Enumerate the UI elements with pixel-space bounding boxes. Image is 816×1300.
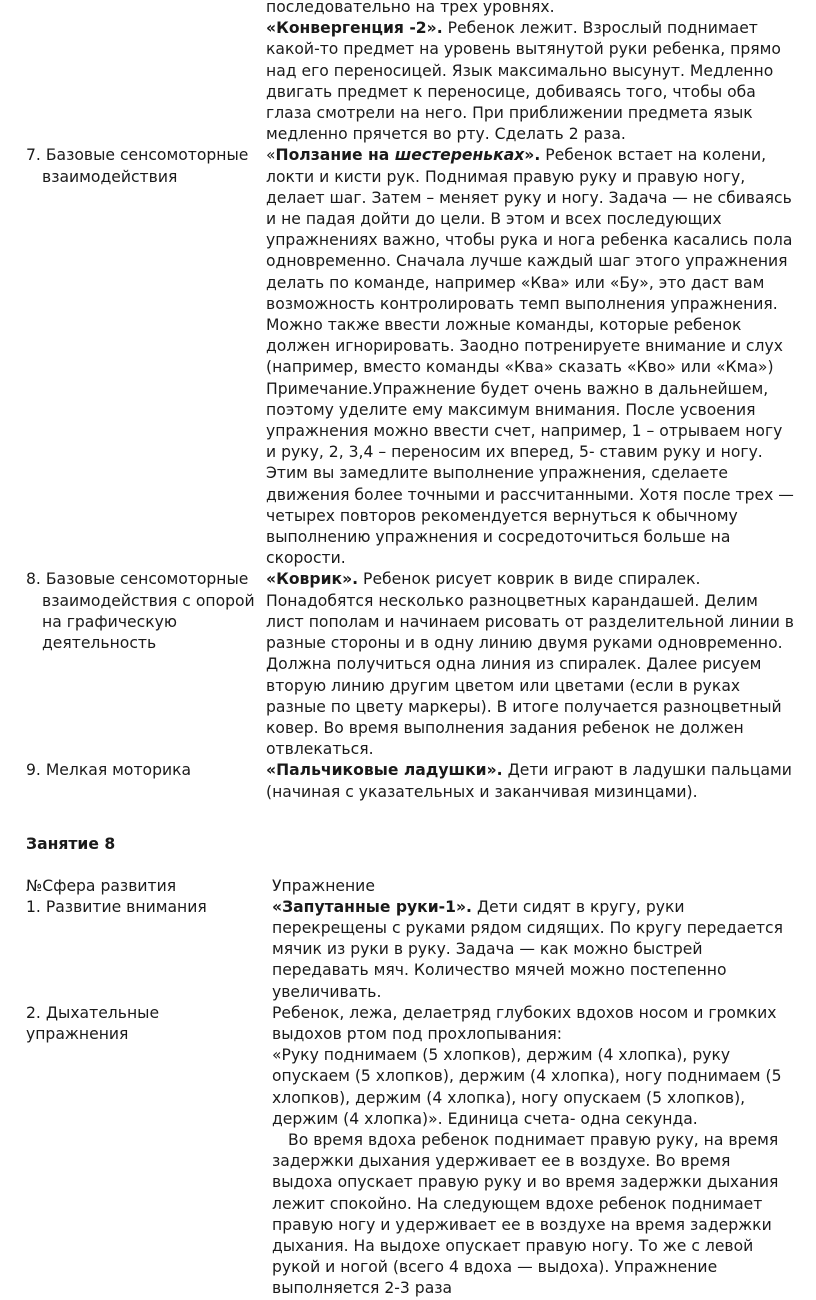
exercise-note: Примечание.Упражнение будет очень важно в дальнейшем, поэтому уделите ему максимум внимания. После усвоения упражнения можно ввести счет, например, 1 – отрываем ногу и руку, 2, 3,4 – переносим их вперед, 5- ставим руку и ногу. Этим вы замедлите выполнение упражнения, сделаете движения более точными и рассчитанными. Хотя после трех — четырех повторов рекомендуется вернуться к обычному выполнению упражнения и сосредоточиться больше на скорости. <box>266 379 794 568</box>
exercise-title: «Запутанные руки-1». <box>272 897 472 916</box>
exercise-text: Ребенок встает на колени, локти и кисти рук. Поднимая правую руку и правую ногу, делает шаг. Затем – меняет руку и ногу. Задача — не сбиваясь и не падая дойти до цели. В этом и всех последующих упражнениях важно, чтобы рука и нога ребенка касались пола одновременно. Сначала лучше каждый шаг этого упражнения делать по команде, например «Ква» или «Бу», это даст вам возможность контролировать темп выполнения упражнения. Можно также ввести ложные команды, которые ребенок должен игнорировать. Заодно потренируете внимание и слух (например, вместо команды «Ква» сказать «Кво» или «Кма») <box>266 146 793 377</box>
exercise-text: Дети сидят в кругу, руки перекрещены с руками рядом сидящих. По кругу передается мячик из руки в руку. Задача — как можно быстрей передавать мяч. Количество мячей можно постепенно увеличивать. <box>272 897 783 1001</box>
exercise-row-9 <box>0 760 816 802</box>
sphere-label <box>26 569 264 654</box>
exercise-paragraph: «Руку поднимаем (5 хлопков), держим (4 хлопка), руку опускаем (5 хлопков), держим (4 хлопка), ногу поднимаем (5 хлопков), держим (4 хлопка), ногу опускаем (5 хлопков), держим (4 хлопка)». Единица счета- одна секунда. <box>272 1046 782 1128</box>
exercise-paragraph <box>266 18 796 145</box>
sphere-label-line: 7. Базовые сенсомоторные <box>26 146 249 165</box>
exercise-paragraph <box>266 569 796 760</box>
sphere-label <box>26 760 264 781</box>
exercise-row-s1 <box>0 897 816 1003</box>
column-header-exercise: Упражнение <box>272 876 375 895</box>
exercise-title-italic: шестереньках <box>394 146 525 165</box>
exercise-text: Дети играют в ладушки пальцами (начиная с указательных и заканчивая мизинцами). <box>266 761 792 801</box>
section-heading: Занятие 8 <box>26 834 116 853</box>
exercise-row-7 <box>0 145 816 569</box>
exercise-title: «Коврик». <box>266 570 359 589</box>
exercise-text: Ребенок лежит. Взрослый поднимает какой-то предмет на уровень вытянутой руки ребенка, прямо над его переносицей. Язык максимально высунут. Медленно двигать предмет к переносице, добиваясь того, чтобы оба глаза смотрели на него. При приближении предмета язык медленно прячется во рту. Сделать 2 раза. <box>266 19 781 144</box>
sphere-label <box>26 1003 264 1045</box>
exercise-description <box>266 145 796 569</box>
exercise-description <box>266 760 796 802</box>
continued-text: последовательно на трех уровнях. <box>266 0 555 16</box>
exercise-description <box>272 897 792 1003</box>
exercise-description <box>266 569 796 760</box>
exercise-row-convergence <box>0 0 816 145</box>
sphere-label-line: 1. Развитие внимания <box>26 897 207 916</box>
exercise-row-8 <box>0 569 816 760</box>
exercise-title: Ползание на <box>275 146 395 165</box>
exercise-description <box>272 1003 792 1300</box>
sphere-label-line: взаимодействия с опорой <box>42 591 255 610</box>
exercise-title-quote: ». <box>524 146 541 165</box>
sphere-label <box>26 145 264 187</box>
column-header-sphere: №Сфера развития <box>26 876 177 895</box>
exercise-description <box>266 0 796 145</box>
exercise-title: «Пальчиковые ладушки». <box>266 761 503 780</box>
sphere-label <box>26 897 264 918</box>
exercise-text: Ребенок рисует коврик в виде спиралек. Понадобятся несколько разноцветных карандашей. Делим лист пополам и начинаем рисовать от разделительной линии в разные стороны и в одну линию двумя руками одновременно. Должна получиться одна линия из спиралек. Далее рисуем вторую линию другим цветом или цветами (если в руках разные по цвету маркеры). В итоге получается разноцветный ковер. Во время выполнения задания ребенок не должен отвлекаться. <box>266 570 794 759</box>
sphere-label-line: на графическую <box>42 612 177 631</box>
sphere-label-line: взаимодействия <box>42 167 178 186</box>
sphere-label-line: 8. Базовые сенсомоторные <box>26 570 249 589</box>
sphere-label-line: 9. Мелкая моторика <box>26 761 192 780</box>
table-header <box>0 876 816 897</box>
exercise-title: «Конвергенция -2». <box>266 19 443 38</box>
spacer <box>0 803 816 834</box>
exercise-paragraph: Ребенок, лежа, делаетряд глубоких вдохов носом и громких выдохов ртом под прохлопывания: <box>272 1003 777 1043</box>
exercise-paragraph <box>266 760 796 802</box>
sphere-label-line: 2. Дыхательные упражнения <box>26 1003 160 1043</box>
exercise-row-s2 <box>0 1003 816 1300</box>
exercise-paragraph <box>266 145 796 378</box>
exercise-paragraph <box>272 897 792 1003</box>
exercise-title-quote: « <box>266 146 276 165</box>
section-heading-row <box>0 834 816 876</box>
exercise-paragraph: Во время вдоха ребенок поднимает правую руку, на время задержки дыхания удерживает ее в воздухе. Во время выдоха опускает правую руку и во время задержки дыхания лежит спокойно. На следующем вдохе ребенок поднимает правую ногу и удерживает ее в воздухе на время задержки дыхания. На выдохе опускает правую ногу. То же с левой рукой и ногой (всего 4 вдоха — выдоха). Упражнение выполняется 2-3 раза <box>272 1130 779 1298</box>
sphere-label-line: деятельность <box>42 634 157 653</box>
